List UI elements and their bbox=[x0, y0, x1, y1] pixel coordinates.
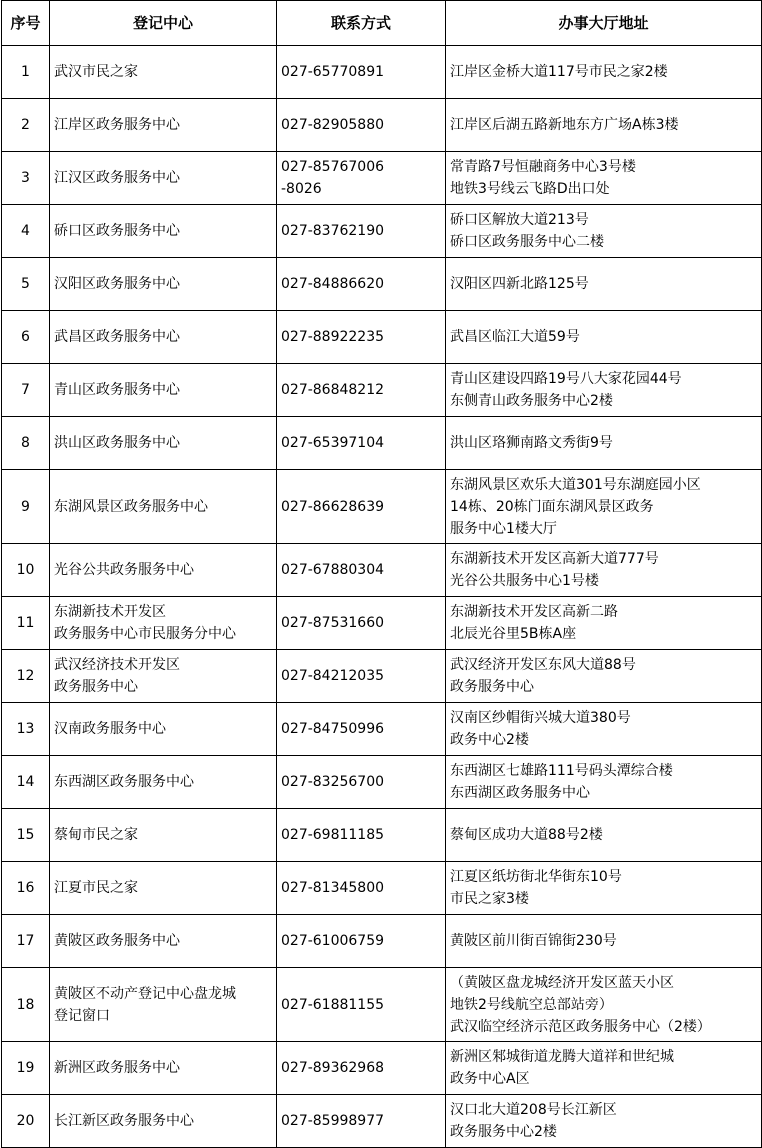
table-row bbox=[2, 205, 762, 258]
row-address: 蔡甸区成功大道88号2楼 bbox=[446, 809, 762, 862]
row-index: 1 bbox=[2, 46, 50, 99]
row-address: 青山区建设四路19号八大家花园44号 东侧青山政务服务中心2楼 bbox=[446, 364, 762, 417]
row-address: 武汉经济开发区东风大道88号 政务服务中心 bbox=[446, 650, 762, 703]
row-center: 武汉市民之家 bbox=[50, 46, 277, 99]
table-row bbox=[2, 417, 762, 470]
row-center: 东湖新技术开发区 政务服务中心市民服务分中心 bbox=[50, 597, 277, 650]
row-index: 9 bbox=[2, 470, 50, 544]
table-row bbox=[2, 470, 762, 544]
table-row bbox=[2, 364, 762, 417]
row-address: 东湖风景区欢乐大道301号东湖庭园小区 14栋、20栋门面东湖风景区政务 服务中心1楼大厅 bbox=[446, 470, 762, 544]
table-row bbox=[2, 968, 762, 1042]
header-phone: 联系方式 bbox=[277, 1, 446, 46]
table-header-row bbox=[2, 1, 762, 46]
row-center: 青山区政务服务中心 bbox=[50, 364, 277, 417]
row-index: 3 bbox=[2, 152, 50, 205]
row-address: 武昌区临江大道59号 bbox=[446, 311, 762, 364]
table-row bbox=[2, 915, 762, 968]
row-address: 东湖新技术开发区高新二路 北辰光谷里5B栋A座 bbox=[446, 597, 762, 650]
table-row bbox=[2, 258, 762, 311]
row-phone: 027-61881155 bbox=[277, 968, 446, 1042]
row-phone: 027-69811185 bbox=[277, 809, 446, 862]
row-index: 17 bbox=[2, 915, 50, 968]
row-index: 2 bbox=[2, 99, 50, 152]
row-phone: 027-85767006 -8026 bbox=[277, 152, 446, 205]
row-index: 15 bbox=[2, 809, 50, 862]
row-phone: 027-67880304 bbox=[277, 544, 446, 597]
table-row bbox=[2, 544, 762, 597]
header-index: 序号 bbox=[2, 1, 50, 46]
row-phone: 027-65770891 bbox=[277, 46, 446, 99]
row-center: 蔡甸市民之家 bbox=[50, 809, 277, 862]
row-center: 汉阳区政务服务中心 bbox=[50, 258, 277, 311]
row-address: 洪山区珞狮南路文秀街9号 bbox=[446, 417, 762, 470]
row-phone: 027-88922235 bbox=[277, 311, 446, 364]
row-index: 7 bbox=[2, 364, 50, 417]
table-row bbox=[2, 809, 762, 862]
row-phone: 027-89362968 bbox=[277, 1042, 446, 1095]
table-row bbox=[2, 597, 762, 650]
row-center: 东西湖区政务服务中心 bbox=[50, 756, 277, 809]
row-index: 16 bbox=[2, 862, 50, 915]
table-row bbox=[2, 99, 762, 152]
table-row bbox=[2, 311, 762, 364]
row-address: 汉阳区四新北路125号 bbox=[446, 258, 762, 311]
row-address: 东湖新技术开发区高新大道777号 光谷公共服务中心1号楼 bbox=[446, 544, 762, 597]
row-center: 黄陂区不动产登记中心盘龙城 登记窗口 bbox=[50, 968, 277, 1042]
row-address: 黄陂区前川街百锦街230号 bbox=[446, 915, 762, 968]
table-row bbox=[2, 1042, 762, 1095]
row-phone: 027-84212035 bbox=[277, 650, 446, 703]
row-index: 12 bbox=[2, 650, 50, 703]
table-row bbox=[2, 46, 762, 99]
row-address: 新洲区邾城街道龙腾大道祥和世纪城 政务中心A区 bbox=[446, 1042, 762, 1095]
row-center: 武汉经济技术开发区 政务服务中心 bbox=[50, 650, 277, 703]
row-index: 19 bbox=[2, 1042, 50, 1095]
row-address: 常青路7号恒融商务中心3号楼 地铁3号线云飞路D出口处 bbox=[446, 152, 762, 205]
row-index: 5 bbox=[2, 258, 50, 311]
row-phone: 027-83256700 bbox=[277, 756, 446, 809]
row-center: 洪山区政务服务中心 bbox=[50, 417, 277, 470]
row-center: 江汉区政务服务中心 bbox=[50, 152, 277, 205]
row-phone: 027-83762190 bbox=[277, 205, 446, 258]
row-center: 黄陂区政务服务中心 bbox=[50, 915, 277, 968]
registration-centers-table bbox=[1, 0, 762, 1148]
row-index: 18 bbox=[2, 968, 50, 1042]
table-row bbox=[2, 650, 762, 703]
row-phone: 027-61006759 bbox=[277, 915, 446, 968]
row-address: 江岸区金桥大道117号市民之家2楼 bbox=[446, 46, 762, 99]
row-address: 汉南区纱帽街兴城大道380号 政务中心2楼 bbox=[446, 703, 762, 756]
table-row bbox=[2, 756, 762, 809]
row-index: 20 bbox=[2, 1095, 50, 1148]
row-index: 13 bbox=[2, 703, 50, 756]
table-row bbox=[2, 862, 762, 915]
row-address: 硚口区解放大道213号 硚口区政务服务中心二楼 bbox=[446, 205, 762, 258]
row-center: 汉南政务服务中心 bbox=[50, 703, 277, 756]
row-center: 武昌区政务服务中心 bbox=[50, 311, 277, 364]
table-row bbox=[2, 1095, 762, 1148]
row-center: 光谷公共政务服务中心 bbox=[50, 544, 277, 597]
row-phone: 027-84750996 bbox=[277, 703, 446, 756]
row-center: 长江新区政务服务中心 bbox=[50, 1095, 277, 1148]
row-address: 汉口北大道208号长江新区 政务服务中心2楼 bbox=[446, 1095, 762, 1148]
row-phone: 027-82905880 bbox=[277, 99, 446, 152]
row-phone: 027-85998977 bbox=[277, 1095, 446, 1148]
row-address: （黄陂区盘龙城经济开发区蓝天小区 地铁2号线航空总部站旁） 武汉临空经济示范区政务服务中心（2楼） bbox=[446, 968, 762, 1042]
table-row bbox=[2, 703, 762, 756]
row-phone: 027-81345800 bbox=[277, 862, 446, 915]
row-index: 14 bbox=[2, 756, 50, 809]
table-row bbox=[2, 152, 762, 205]
row-phone: 027-84886620 bbox=[277, 258, 446, 311]
row-index: 6 bbox=[2, 311, 50, 364]
row-center: 硚口区政务服务中心 bbox=[50, 205, 277, 258]
row-address: 江夏区纸坊街北华街东10号 市民之家3楼 bbox=[446, 862, 762, 915]
row-index: 10 bbox=[2, 544, 50, 597]
header-center: 登记中心 bbox=[50, 1, 277, 46]
row-center: 新洲区政务服务中心 bbox=[50, 1042, 277, 1095]
row-index: 8 bbox=[2, 417, 50, 470]
row-index: 4 bbox=[2, 205, 50, 258]
row-center: 江岸区政务服务中心 bbox=[50, 99, 277, 152]
row-phone: 027-86628639 bbox=[277, 470, 446, 544]
row-phone: 027-65397104 bbox=[277, 417, 446, 470]
row-phone: 027-86848212 bbox=[277, 364, 446, 417]
row-index: 11 bbox=[2, 597, 50, 650]
header-address: 办事大厅地址 bbox=[446, 1, 762, 46]
row-address: 江岸区后湖五路新地东方广场A栋3楼 bbox=[446, 99, 762, 152]
row-center: 江夏市民之家 bbox=[50, 862, 277, 915]
row-center: 东湖风景区政务服务中心 bbox=[50, 470, 277, 544]
row-address: 东西湖区七雄路111号码头潭综合楼 东西湖区政务服务中心 bbox=[446, 756, 762, 809]
row-phone: 027-87531660 bbox=[277, 597, 446, 650]
